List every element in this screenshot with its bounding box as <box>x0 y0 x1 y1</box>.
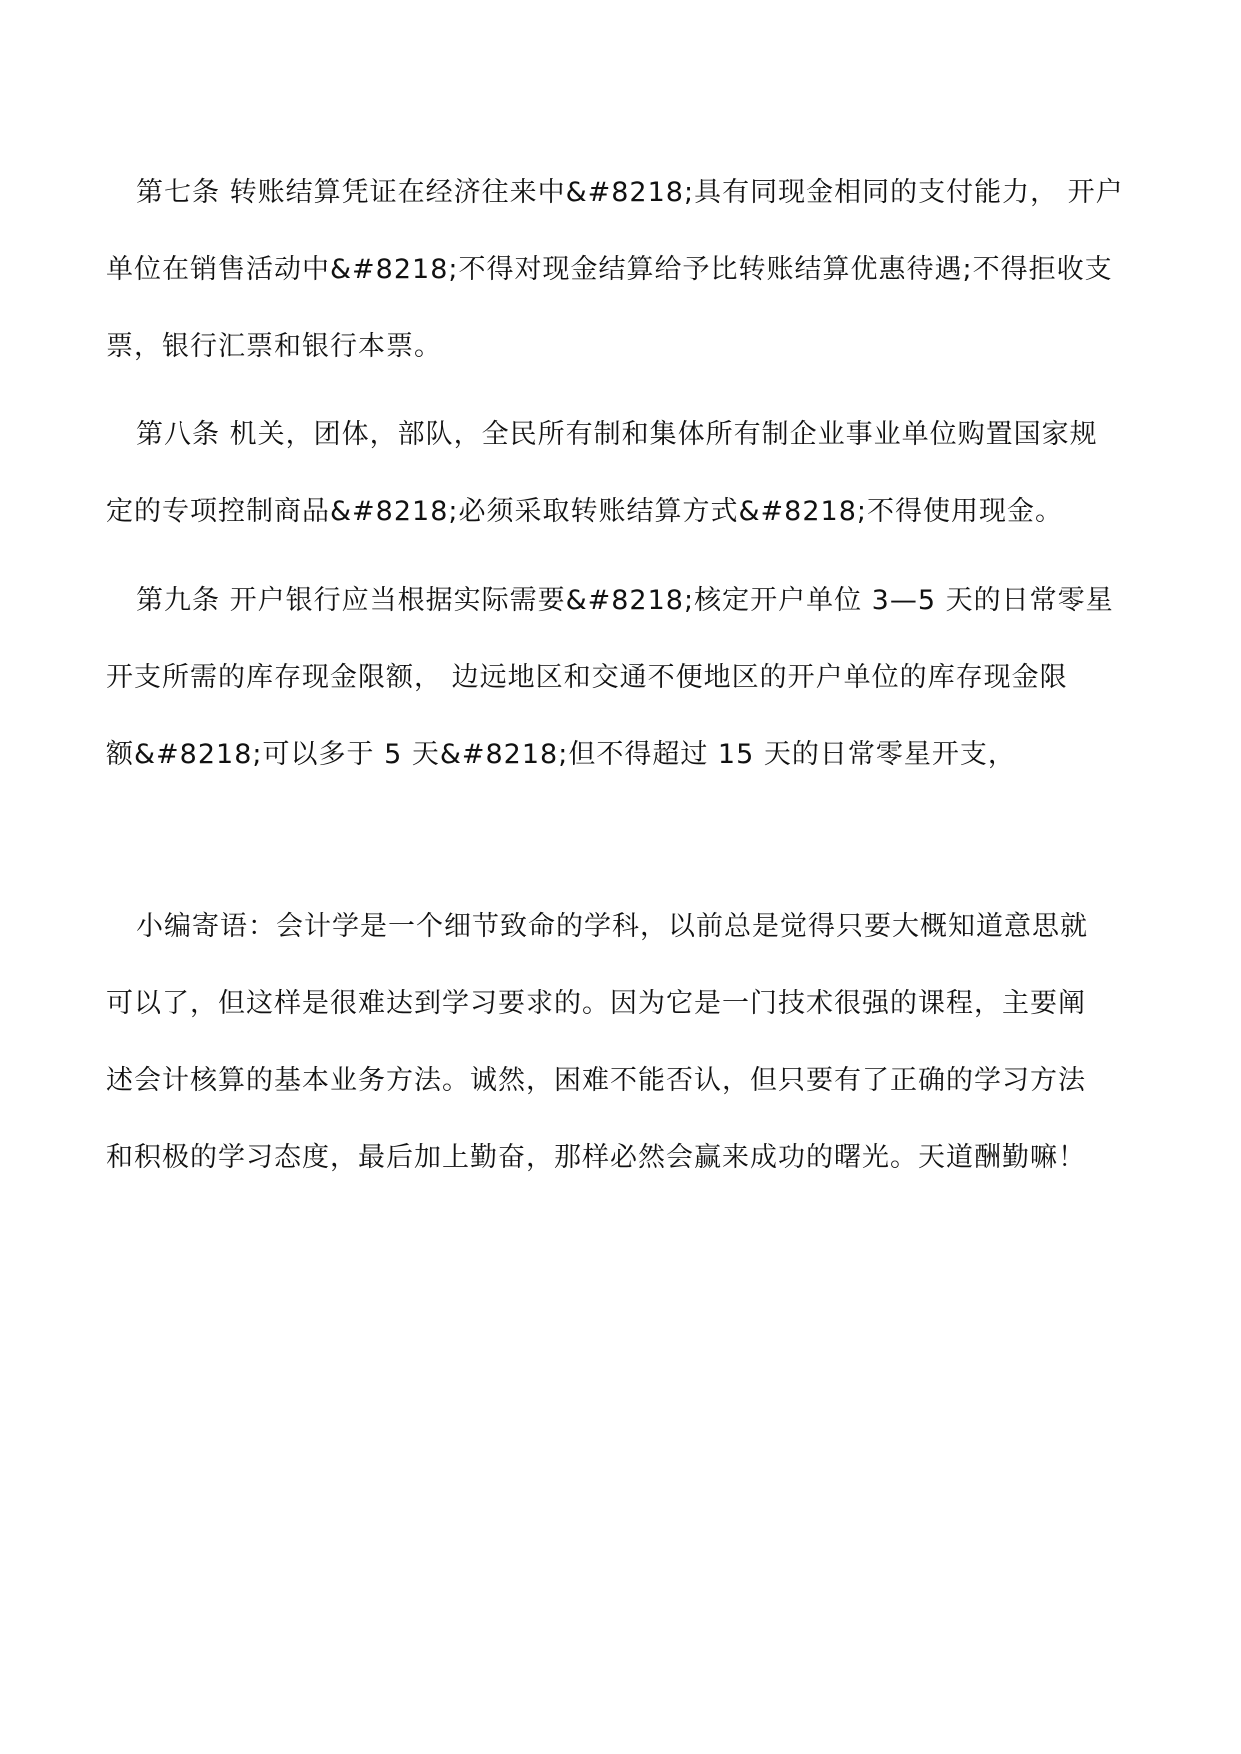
paragraph-line: 第八条 机关，团体，部队，全民所有制和集体所有制企业事业单位购置国家规 <box>136 419 1098 450</box>
article-9-paragraph <box>106 562 1146 793</box>
paragraph-line: 开支所需的库存现金限额， 边远地区和交通不便地区的开户单位的库存现金限 <box>106 662 1068 693</box>
paragraph-line: 可以了，但这样是很难达到学习要求的。因为它是一门技术很强的课程，主要阐 <box>106 988 1086 1019</box>
paragraph-line: 定的专项控制商品&#8218;必须采取转账结算方式&#8218;不得使用现金。 <box>106 496 1063 527</box>
paragraph-line: 额&#8218;可以多于 5 天&#8218;但不得超过 15 天的日常零星开支， <box>106 739 1016 770</box>
paragraph-line: 第九条 开户银行应当根据实际需要&#8218;核定开户单位 3—5 天的日常零星 <box>136 585 1114 616</box>
paragraph-line: 述会计核算的基本业务方法。诚然，困难不能否认，但只要有了正确的学习方法 <box>106 1065 1086 1096</box>
article-7-paragraph <box>106 154 1146 385</box>
paragraph-line: 单位在销售活动中&#8218;不得对现金结算给予比转账结算优惠待遇;不得拒收支 <box>106 254 1113 285</box>
paragraph-line: 第七条 转账结算凭证在经济往来中&#8218;具有同现金相同的支付能力， 开户 <box>136 177 1124 208</box>
paragraph-line: 小编寄语：会计学是一个细节致命的学科，以前总是觉得只要大概知道意思就 <box>136 911 1088 942</box>
article-8-paragraph <box>106 396 1146 550</box>
paragraph-line: 票，银行汇票和银行本票。 <box>106 331 442 362</box>
paragraph-line: 和积极的学习态度，最后加上勤奋，那样必然会赢来成功的曙光。天道酬勤嘛！ <box>106 1142 1086 1173</box>
editor-note-paragraph <box>106 888 1146 1196</box>
